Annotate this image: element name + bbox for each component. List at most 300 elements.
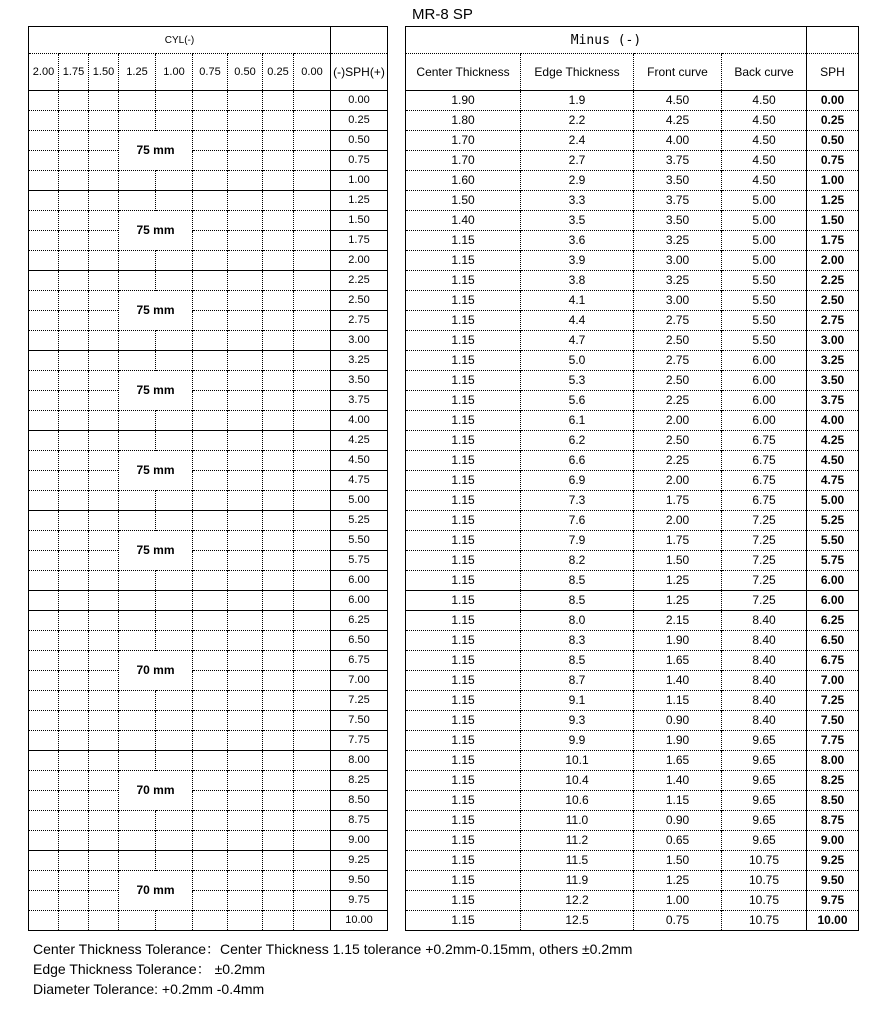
center-thickness-cell: 1.15 [406,791,521,811]
cyl-cell [156,351,193,371]
back-curve-cell: 4.50 [722,111,807,131]
cyl-cell [263,251,294,271]
table-row [406,591,859,611]
sph-cell: 7.75 [807,731,859,751]
cyl-cell [29,891,59,911]
cyl-cell [263,231,294,251]
sph-cell: 6.75 [807,651,859,671]
cyl-cell [294,571,331,591]
front-curve-cell: 2.15 [634,611,722,631]
cyl-cell [193,351,228,371]
edge-thickness-cell: 11.0 [521,811,634,831]
sph-value: 4.75 [331,471,388,491]
cyl-cell [263,351,294,371]
cyl-cell [294,371,331,391]
cyl-cell [89,151,119,171]
table-row [406,91,859,111]
cyl-cell [59,411,89,431]
table-row [29,851,388,871]
sph-cell: 9.75 [807,891,859,911]
sph-value: 2.75 [331,311,388,331]
edge-thickness-cell: 12.2 [521,891,634,911]
table-row [29,91,388,111]
cyl-cell [228,511,263,531]
table-row [406,171,859,191]
table-row [406,471,859,491]
front-curve-cell: 2.00 [634,511,722,531]
cyl-cell [193,471,228,491]
sph-cell: 6.25 [807,611,859,631]
cyl-cell [193,591,228,611]
back-curve-cell: 9.65 [722,831,807,851]
cyl-cell [59,311,89,331]
table-row [406,751,859,771]
cyl-cell [228,311,263,331]
table-row [29,191,388,211]
cyl-cell [193,731,228,751]
edge-thickness-cell: 3.5 [521,211,634,231]
edge-thickness-cell: 1.9 [521,91,634,111]
sph-value: 4.25 [331,431,388,451]
sph-cell: 6.50 [807,631,859,651]
center-thickness-cell: 1.15 [406,591,521,611]
column-header: Center Thickness [406,54,521,91]
cyl-cell [193,671,228,691]
cyl-cell [263,571,294,591]
cyl-cell [294,171,331,191]
cyl-cell [29,851,59,871]
cyl-cell [156,851,193,871]
table-row [29,911,388,931]
table-row [29,391,388,411]
front-curve-cell: 1.90 [634,631,722,651]
sph-header-blank [331,27,388,54]
table-row [29,171,388,191]
cyl-cell [29,771,59,791]
back-curve-cell: 5.50 [722,331,807,351]
cyl-cell [263,511,294,531]
center-thickness-cell: 1.15 [406,451,521,471]
cyl-cell [89,751,119,771]
center-thickness-cell: 1.60 [406,171,521,191]
cyl-cell [89,791,119,811]
table-row [406,671,859,691]
cyl-cell [29,411,59,431]
cyl-cell [294,351,331,371]
table-row [406,351,859,371]
cyl-cell [89,271,119,291]
cyl-cell [59,851,89,871]
cyl-cell [29,811,59,831]
back-curve-cell: 8.40 [722,651,807,671]
back-curve-cell: 9.65 [722,731,807,751]
center-thickness-cell: 1.40 [406,211,521,231]
cyl-cell [263,751,294,771]
table-row [29,531,388,551]
cyl-cell [193,231,228,251]
cyl-cell [228,471,263,491]
cyl-cell [59,911,89,931]
table-row [406,731,859,751]
cyl-cell [29,571,59,591]
cyl-cell [59,551,89,571]
cyl-cell [89,371,119,391]
cyl-cell [263,631,294,651]
cyl-cell [193,691,228,711]
cyl-column-header: 1.25 [119,54,156,91]
sph-value: 1.50 [331,211,388,231]
center-thickness-cell: 1.15 [406,391,521,411]
cyl-cell [228,111,263,131]
cyl-cell [119,851,156,871]
back-curve-cell: 6.75 [722,491,807,511]
front-curve-cell: 2.50 [634,371,722,391]
center-thickness-cell: 1.15 [406,291,521,311]
cyl-cell [89,831,119,851]
cyl-cell [89,531,119,551]
center-thickness-cell: 1.15 [406,811,521,831]
cyl-cell [29,251,59,271]
edge-thickness-cell: 8.5 [521,571,634,591]
cyl-cell [59,171,89,191]
cyl-cell [294,531,331,551]
center-thickness-cell: 1.70 [406,151,521,171]
table-row [406,491,859,511]
cyl-cell [89,411,119,431]
cyl-cell [228,371,263,391]
table-row [29,571,388,591]
cyl-cell [193,711,228,731]
minus-header-row [406,27,859,54]
sph-value: 3.75 [331,391,388,411]
back-curve-cell: 5.00 [722,191,807,211]
cyl-cell [89,611,119,631]
cyl-cell [193,511,228,531]
cyl-cell [89,391,119,411]
sph-value: 1.00 [331,171,388,191]
cyl-cell [59,391,89,411]
cyl-cell [193,91,228,111]
cyl-cell [294,831,331,851]
sph-value: 9.00 [331,831,388,851]
cyl-cell [228,911,263,931]
front-curve-cell: 4.00 [634,131,722,151]
cyl-cell [89,171,119,191]
back-curve-cell: 6.00 [722,371,807,391]
sph-cell: 1.50 [807,211,859,231]
back-curve-cell: 8.40 [722,711,807,731]
front-curve-cell: 1.40 [634,671,722,691]
cyl-cell [89,471,119,491]
table-row [29,331,388,351]
cyl-cell [89,871,119,891]
front-curve-cell: 2.25 [634,391,722,411]
table-row [29,411,388,431]
cyl-cell [228,691,263,711]
edge-thickness-cell: 5.6 [521,391,634,411]
back-curve-cell: 4.50 [722,131,807,151]
table-row [29,751,388,771]
front-curve-cell: 2.00 [634,471,722,491]
cyl-column-header: 0.00 [294,54,331,91]
center-thickness-cell: 1.15 [406,471,521,491]
cyl-cell [263,271,294,291]
cyl-cell [294,291,331,311]
edge-thickness-cell: 3.8 [521,271,634,291]
cyl-cell [29,591,59,611]
sph-cell: 2.25 [807,271,859,291]
cyl-cell [59,591,89,611]
cyl-cell [228,231,263,251]
cyl-cell [263,871,294,891]
table-row [29,371,388,391]
cyl-cell [156,271,193,291]
center-thickness-cell: 1.50 [406,191,521,211]
cyl-cell [156,611,193,631]
cyl-cell [294,91,331,111]
cyl-column-header: 0.75 [193,54,228,91]
cyl-cell [263,331,294,351]
sph-cell: 8.75 [807,811,859,831]
edge-thickness-tolerance: Edge Thickness Tolerance： ±0.2mm [33,961,266,977]
table-row [29,431,388,451]
cyl-cell [228,831,263,851]
cyl-cell [294,631,331,651]
back-curve-cell: 6.75 [722,471,807,491]
center-thickness-cell: 1.15 [406,511,521,531]
edge-thickness-cell: 2.4 [521,131,634,151]
table-row [29,691,388,711]
edge-thickness-cell: 3.9 [521,251,634,271]
center-thickness-cell: 1.15 [406,711,521,731]
sph-value: 9.50 [331,871,388,891]
table-row [29,791,388,811]
sph-cell: 3.25 [807,351,859,371]
cyl-cell [228,891,263,911]
table-row [406,891,859,911]
sph-value: 5.50 [331,531,388,551]
cyl-cell [193,631,228,651]
table-row [29,151,388,171]
table-row [29,871,388,891]
cyl-cell [89,631,119,651]
sph-value: 9.75 [331,891,388,911]
sph-cell: 3.75 [807,391,859,411]
table-row [29,891,388,911]
sph-value: 1.75 [331,231,388,251]
sph-header-blank [807,27,859,54]
cyl-cell [263,131,294,151]
sph-cell: 3.00 [807,331,859,351]
front-curve-cell: 0.90 [634,811,722,831]
table-row [406,791,859,811]
cyl-cell [193,111,228,131]
sph-cell: 5.50 [807,531,859,551]
center-thickness-tolerance: Center Thickness Tolerance：Center Thickness 1.15 tolerance +0.2mm-0.15mm, others ±0.2mm [33,941,633,957]
front-curve-cell: 3.00 [634,251,722,271]
cyl-cell [29,91,59,111]
cyl-cell [59,231,89,251]
cyl-cell [263,151,294,171]
cyl-cell [119,491,156,511]
cyl-cell [89,451,119,471]
cyl-cell [119,511,156,531]
table-row [406,331,859,351]
cyl-cell [29,471,59,491]
cyl-cell [263,851,294,871]
cyl-cell [156,191,193,211]
cyl-column-header: 0.25 [263,54,294,91]
cyl-cell [119,351,156,371]
sph-cell: 6.00 [807,591,859,611]
cyl-cell [228,411,263,431]
cyl-cell [59,351,89,371]
cyl-cell [59,891,89,911]
sph-cell: 9.25 [807,851,859,871]
cyl-cell [119,271,156,291]
front-curve-cell: 1.00 [634,891,722,911]
cyl-cell [156,811,193,831]
minus-lens-table [405,26,859,931]
cyl-cell [228,211,263,231]
cyl-cell [119,91,156,111]
cyl-cell [193,811,228,831]
cyl-cell [294,251,331,271]
table-row [406,391,859,411]
diameter-label: 75 mm [119,531,193,571]
sph-cell: 7.00 [807,671,859,691]
table-row [406,111,859,131]
front-curve-cell: 4.25 [634,111,722,131]
cyl-cell [89,711,119,731]
edge-thickness-cell: 8.2 [521,551,634,571]
cyl-cell [294,611,331,631]
cyl-cell [59,511,89,531]
back-curve-cell: 8.40 [722,671,807,691]
cyl-cell [59,791,89,811]
center-thickness-cell: 1.15 [406,731,521,751]
cyl-cell [59,531,89,551]
edge-thickness-cell: 7.3 [521,491,634,511]
cyl-cell [294,471,331,491]
cyl-cell [263,711,294,731]
sph-cell: 4.50 [807,451,859,471]
sph-cell: 7.50 [807,711,859,731]
front-curve-cell: 3.75 [634,151,722,171]
center-thickness-cell: 1.15 [406,551,521,571]
cyl-cell [228,251,263,271]
cyl-cell [294,651,331,671]
back-curve-cell: 5.00 [722,211,807,231]
cyl-cell [263,591,294,611]
edge-thickness-cell: 4.4 [521,311,634,331]
cyl-cell [263,611,294,631]
cyl-cell [228,771,263,791]
cyl-cell [156,111,193,131]
sph-value: 3.00 [331,331,388,351]
cyl-cell [59,331,89,351]
table-row [29,491,388,511]
cyl-cell [156,91,193,111]
table-row [406,511,859,531]
edge-thickness-cell: 8.7 [521,671,634,691]
cyl-cell [228,811,263,831]
front-curve-cell: 1.25 [634,591,722,611]
sph-value: 5.00 [331,491,388,511]
table-row [29,351,388,371]
cyl-cell [193,211,228,231]
sph-cell: 8.25 [807,771,859,791]
table-row [406,911,859,931]
cyl-cell [59,111,89,131]
edge-thickness-cell: 6.1 [521,411,634,431]
cyl-cell [29,171,59,191]
cyl-cell [89,211,119,231]
back-curve-cell: 7.25 [722,571,807,591]
table-row [406,211,859,231]
cyl-cell [59,471,89,491]
sph-header: (-)SPH(+) [331,54,388,91]
cyl-cell [156,751,193,771]
cyl-cell [263,91,294,111]
back-curve-cell: 7.25 [722,511,807,531]
front-curve-cell: 2.75 [634,351,722,371]
cyl-cell [294,331,331,351]
diameter-label: 70 mm [119,871,193,911]
table-row [29,451,388,471]
center-thickness-cell: 1.15 [406,891,521,911]
center-thickness-cell: 1.15 [406,251,521,271]
table-row [406,151,859,171]
sph-cell: 1.75 [807,231,859,251]
cyl-cell [59,151,89,171]
cyl-cell [89,671,119,691]
cyl-cell [59,811,89,831]
back-curve-cell: 5.50 [722,291,807,311]
table-row [406,231,859,251]
page-title: MR-8 SP [412,6,473,23]
cyl-cell [59,271,89,291]
cyl-cell [228,531,263,551]
cyl-cell [193,391,228,411]
edge-thickness-cell: 2.7 [521,151,634,171]
cyl-cell [193,611,228,631]
back-curve-cell: 7.25 [722,551,807,571]
cyl-cell [29,111,59,131]
cyl-cell [263,551,294,571]
front-curve-cell: 2.50 [634,331,722,351]
center-thickness-cell: 1.15 [406,491,521,511]
front-curve-cell: 2.75 [634,311,722,331]
cyl-cell [193,551,228,571]
cyl-cell [263,791,294,811]
cyl-cell [228,491,263,511]
cyl-cell [263,831,294,851]
table-row [406,871,859,891]
cyl-cell [263,111,294,131]
cyl-cell [193,131,228,151]
cyl-column-header: 0.50 [228,54,263,91]
table-row [406,711,859,731]
cyl-cell [193,771,228,791]
front-curve-cell: 3.75 [634,191,722,211]
cyl-cell [89,251,119,271]
edge-thickness-cell: 11.2 [521,831,634,851]
table-row [29,131,388,151]
center-thickness-cell: 1.15 [406,751,521,771]
edge-thickness-cell: 8.3 [521,631,634,651]
cyl-cell [119,431,156,451]
